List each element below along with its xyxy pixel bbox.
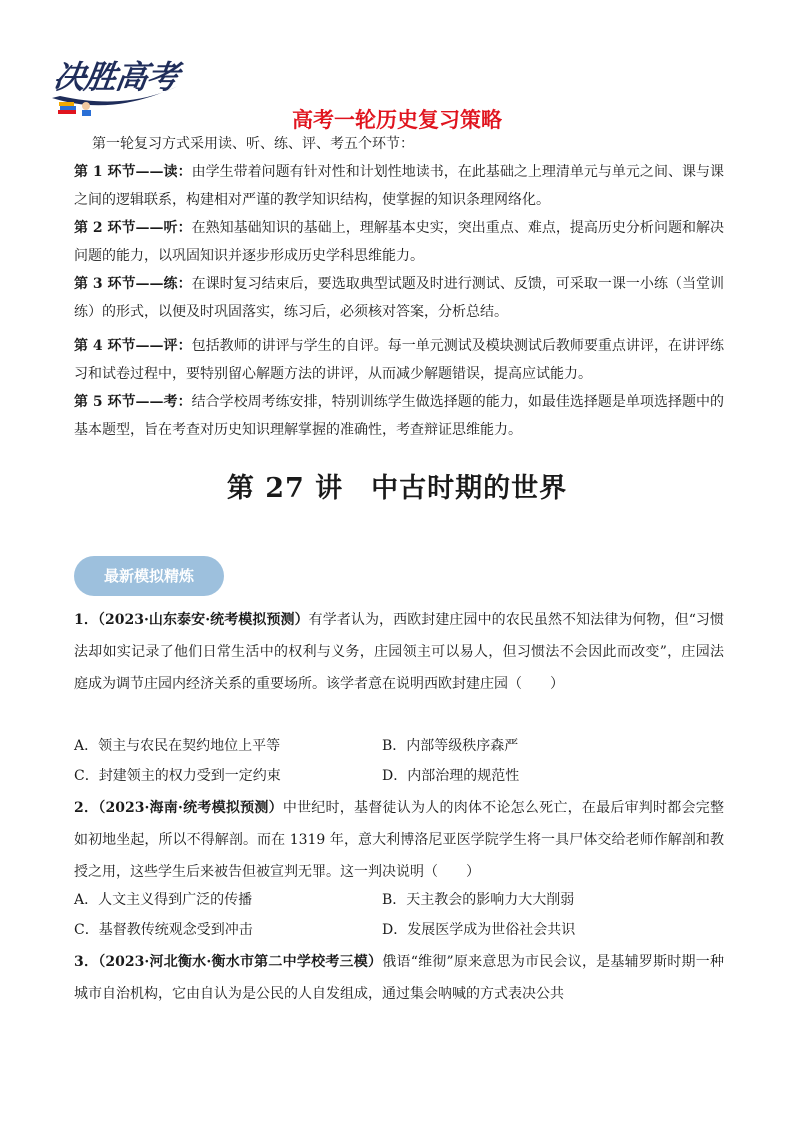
stage-label: 第 5 环节——考： [74,394,192,410]
question-source: （2023·河北衡水·衡水市第二中学校考三模） [98,954,383,970]
section-badge: 最新模拟精炼 [74,556,224,596]
question-source: （2023·山东泰安·统考模拟预测） [97,612,309,628]
question-1 [74,604,724,700]
stage-2 [74,214,724,270]
question-3 [74,946,724,1010]
option-a[interactable]: A．人文主义得到广泛的传播 [74,892,253,908]
option-d[interactable]: D．发展医学成为世俗社会共识 [382,922,576,938]
question-stem: 俄语“维彻”原来意思为市民会议，是基辅罗斯时期一种城市自治机构，它由自认为是公民的人自发组成，通过集会呐喊的方式表决公共 [74,954,724,1002]
page-title: 高考一轮历史复习策略 [292,108,502,132]
intro-text: 第一轮复习方式采用读、听、练、评、考五个环节： [92,136,414,152]
stage-text: 在课时复习结束后，要选取典型试题及时进行测试、反馈，可采取一课一小练（当堂训练）的形式，以便及时巩固落实，练习后，必须核对答案，分析总结。 [74,276,724,320]
option-b[interactable]: B．内部等级秩序森严 [382,738,519,754]
stage-1 [74,158,724,214]
stage-text: 由学生带着问题有针对性和计划性地读书，在此基础之上理清单元与单元之间、课与课之间的逻辑联系，构建相对严谨的教学知识结构，使掌握的知识条理网络化。 [74,164,724,208]
question-stem: 有学者认为，西欧封建庄园中的农民虽然不知法律为何物，但“习惯法却如实记录了他们日常生活中的权利与义务，庄园领主可以易人，但习惯法不会因此而改变”，庄园法庭成为调节庄园内经济关系的重要场所。该学者意在说明西欧封建庄园（ ） [74,612,725,692]
stage-text: 包括教师的讲评与学生的自评。每一单元测试及模块测试后教师要重点讲评，在讲评练习和试卷过程中，要特别留心解题方法的讲评，从而减少解题错误，提高应试能力。 [74,338,724,382]
stage-label: 第 1 环节——读： [74,164,192,180]
option-d[interactable]: D．内部治理的规范性 [382,768,520,784]
question-source: （2023·海南·统考模拟预测） [98,800,283,816]
stage-label: 第 3 环节——练： [74,276,192,292]
stage-label: 第 4 环节——评： [74,338,192,354]
stage-3 [74,270,724,326]
option-c[interactable]: C．基督教传统观念受到冲击 [74,922,253,938]
logo-text: 决胜高考 [51,58,181,96]
question-2 [74,792,724,888]
stage-5 [74,388,724,444]
question-number: 3． [74,954,99,970]
option-c[interactable]: C．封建领主的权力受到一定约束 [74,768,281,784]
question-number: 2． [74,800,99,816]
lecture-title: 第 27 讲 中古时期的世界 [226,473,568,504]
stage-text: 结合学校周考练安排，特别训练学生做选择题的能力，如最佳选择题是单项选择题中的基本题型，旨在考查对历史知识理解掌握的准确性，考查辩证思维能力。 [74,394,724,438]
option-a[interactable]: A．领主与农民在契约地位上平等 [74,738,281,754]
stage-4 [74,332,724,388]
question-number: 1． [74,612,98,628]
question-stem: 中世纪时，基督徒认为人的肉体不论怎么死亡，在最后审判时都会完整如初地坐起，所以不得解剖。而在 1319 年，意大利博洛尼亚医学院学生将一具尸体交给老师作解剖和教授之用，这些学生后来被告但被宣判无罪。这一判决说明（ ） [74,800,725,880]
stage-label: 第 2 环节——听： [74,220,192,236]
stage-text: 在熟知基础知识的基础上，理解基本史实，突出重点、难点，提高历史分析问题和解决问题的能力，以巩固知识并逐步形成历史学科思维能力。 [74,220,724,264]
option-b[interactable]: B．天主教会的影响力大大削弱 [382,892,575,908]
